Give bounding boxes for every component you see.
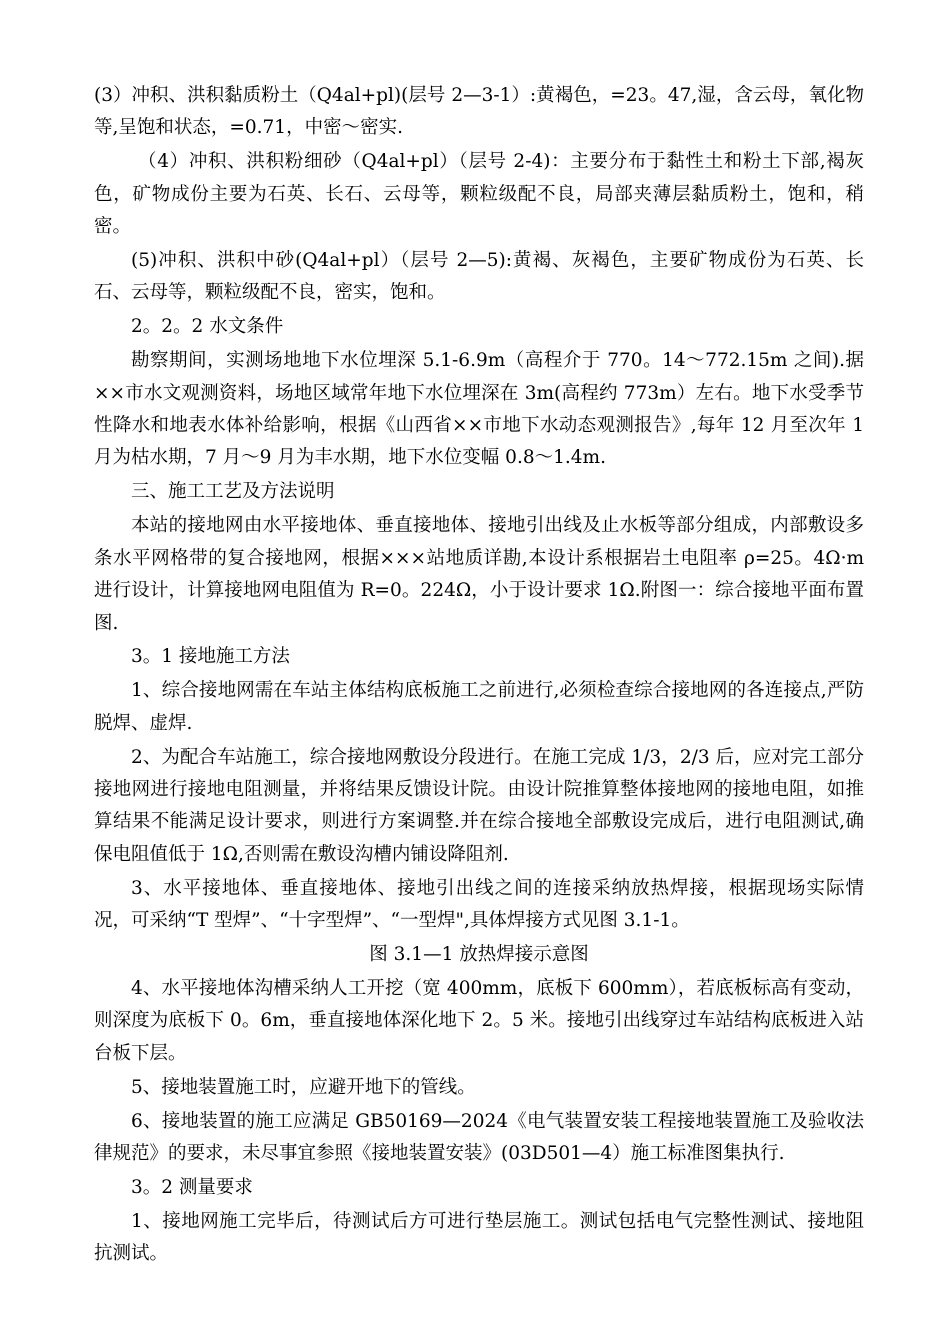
heading-construction-process: 三、施工工艺及方法说明 (131, 481, 335, 503)
heading-hydrology: 2。2。2 水文条件 (131, 316, 284, 338)
paragraph-measurement-1: 1、接地网施工完毕后，待测试后方可进行垫层施工。测试包括电气完整性测试、接地阻抗测试。 (94, 1210, 864, 1265)
heading-grounding-method: 3。1 接地施工方法 (131, 646, 290, 668)
paragraph-item-1: 1、综合接地网需在车站主体结构底板施工之前进行,必须检查综合接地网的各连接点,严防脱焊、虚焊. (94, 680, 864, 734)
paragraph-silty-clay: (3）冲积、洪积黏质粉土（Q4al+pl)(层号 2—3-1）:黄褐色，=23。47,湿，含云母，氧化物等,呈饱和状态，=0.71，中密～密实. (94, 85, 864, 139)
paragraph-groundwater: 勘察期间，实测场地地下水位埋深 5.1-6.9m（高程介于 770。14～772.15m 之间).据××市水文观测资料，场地区域常年地下水位埋深在 3m(高程约 773m）左右。地下水受季节性降水和地表水体补给影响，根据《山西省××市地下水动态观测报告》,每年 12 月至次年 1 月为枯水期，7 月～9 月为丰水期，地下水位变幅 0.8～1.4m. (94, 350, 864, 469)
paragraph-item-4: 4、水平接地体沟槽采纳人工开挖（宽 400mm，底板下 600mm），若底板标高有变动，则深度为底板下 0。6m，垂直接地体深化地下 2。5 米。接地引出线穿过车站结构底板进入站台板下层。 (94, 977, 864, 1064)
heading-measurement: 3。2 测量要求 (131, 1176, 253, 1198)
paragraph-item-3: 3、水平接地体、垂直接地体、接地引出线之间的连接采纳放热焊接，根据现场实际情况，可采纳“T 型焊”、“十字型焊”、“一型焊",具体焊接方式见图 3.1-1。 (94, 877, 864, 932)
paragraph-item-2: 2、为配合车站施工，综合接地网敷设分段进行。在施工完成 1/3，2/3 后，应对完工部分接地网进行接地电阻测量，并将结果反馈设计院。由设计院推算整体接地网的接地电阻，如推算结果不能满足设计要求，则进行方案调整.并在综合接地全部敷设完成后，进行电阻测试,确保电阻值低于 1Ω,否则需在敷设沟槽内铺设降阻剂. (94, 746, 864, 865)
figure-caption: 图 3.1—1 放热焊接示意图 (369, 944, 589, 966)
paragraph-medium-sand: (5)冲积、洪积中砂(Q4al+pl）（层号 2—5):黄褐、灰褐色，主要矿物成份为石英、长石、云母等，颗粒级配不良，密实，饱和。 (94, 250, 864, 304)
document-body (94, 80, 864, 1272)
paragraph-item-6: 6、接地装置的施工应满足 GB50169—2024《电气装置安装工程接地装置施工及验收法律规范》的要求，未尽事宜参照《接地装置安装》(03D501—4）施工标准图集执行. (94, 1110, 864, 1164)
paragraph-item-5: 5、接地装置施工时，应避开地下的管线。 (131, 1076, 476, 1098)
paragraph-grounding-grid: 本站的接地网由水平接地体、垂直接地体、接地引出线及止水板等部分组成，内部敷设多条水平网格带的复合接地网，根据×××站地质详勘,本设计系根据岩土电阻率 ρ=25。4Ω·m 进行设计，计算接地网电阻值为 R=0。224Ω，小于设计要求 1Ω.附图一：综合接地平面布置图. (94, 515, 864, 634)
paragraph-fine-sand: （4）冲积、洪积粉细砂（Q4al+pl）（层号 2-4)：主要分布于黏性土和粉土下部,褐灰色，矿物成份主要为石英、长石、云母等，颗粒级配不良，局部夹薄层黏质粉土，饱和，稍密。 (94, 151, 864, 238)
